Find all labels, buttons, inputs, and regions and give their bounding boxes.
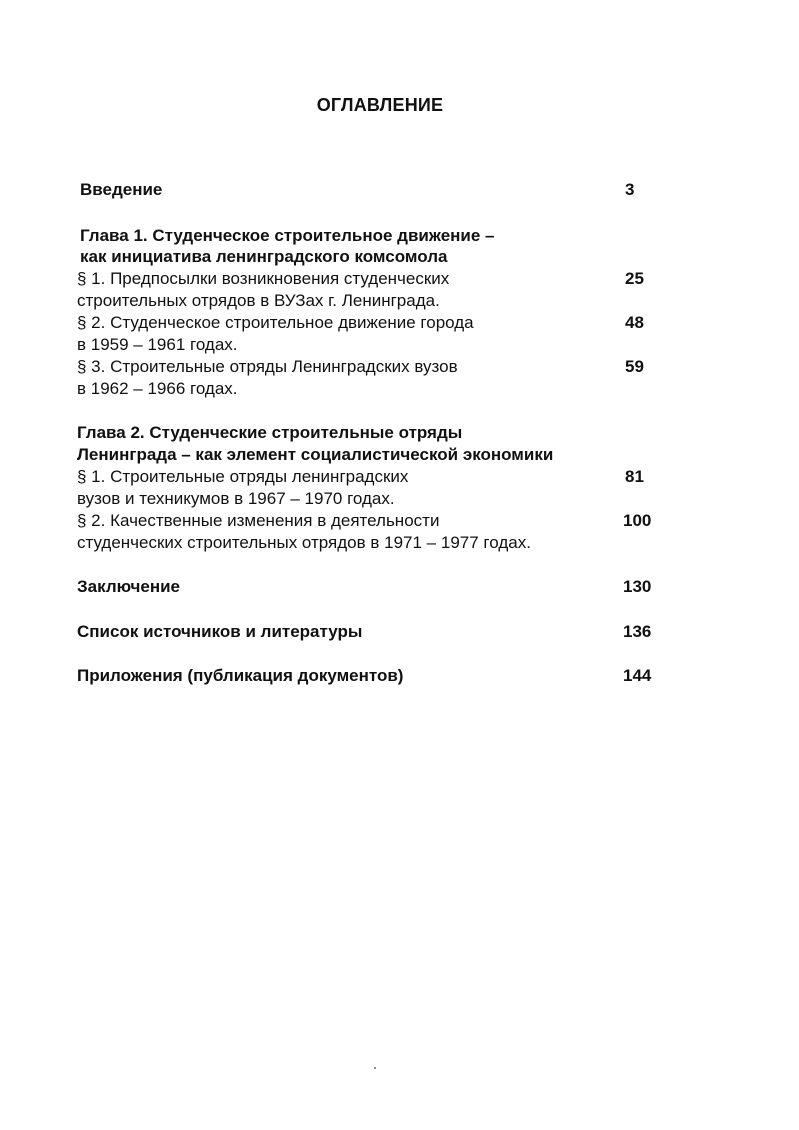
chapter1-section1-line1: § 1. Предпосылки возникновения студенческих: [77, 269, 450, 288]
chapter2-section1-line2: вузов и техникумов в 1967 – 1970 годах.: [77, 489, 395, 508]
toc-appendix-label: Приложения (публикация документов): [77, 666, 404, 685]
chapter2-heading-line1: Глава 2. Студенческие строительные отряды: [77, 423, 463, 442]
chapter1-heading-line1: Глава 1. Студенческое строительное движение –: [80, 226, 495, 245]
chapter1-section3-line2: в 1962 – 1966 годах.: [77, 379, 238, 398]
chapter1-section2-page: 48: [625, 313, 644, 332]
chapter1-section2-line2: в 1959 – 1961 годах.: [77, 335, 238, 354]
toc-sources-page: 136: [623, 622, 652, 641]
toc-sources-label: Список источников и литературы: [77, 622, 363, 641]
chapter2-section2-page: 100: [623, 511, 652, 530]
chapter1-section2-line1: § 2. Студенческое строительное движение города: [77, 313, 474, 332]
chapter2-section2-line1: § 2. Качественные изменения в деятельности: [77, 511, 440, 530]
toc-intro-page: 3: [625, 180, 635, 199]
chapter1-heading-line2: как инициатива ленинградского комсомола: [80, 247, 448, 266]
scan-speck: [374, 1067, 376, 1069]
chapter1-section3-page: 59: [625, 357, 644, 376]
chapter1-section1-page: 25: [625, 269, 644, 288]
toc-appendix-page: 144: [623, 666, 652, 685]
page-title: ОГЛАВЛЕНИЕ: [316, 95, 444, 115]
toc-intro-label: Введение: [80, 180, 163, 199]
chapter2-section1-line1: § 1. Строительные отряды ленинградских: [77, 467, 409, 486]
chapter1-section3-line1: § 3. Строительные отряды Ленинградских вузов: [77, 357, 458, 376]
chapter2-section1-page: 81: [625, 467, 644, 486]
chapter2-section2-line2: студенческих строительных отрядов в 1971 – 1977 годах.: [77, 533, 531, 552]
toc-conclusion-label: Заключение: [77, 577, 180, 596]
toc-conclusion-page: 130: [623, 577, 652, 596]
chapter1-section1-line2: строительных отрядов в ВУЗах г. Ленинграда.: [77, 291, 440, 310]
chapter2-heading-line2: Ленинграда – как элемент социалистической экономики: [77, 445, 554, 464]
